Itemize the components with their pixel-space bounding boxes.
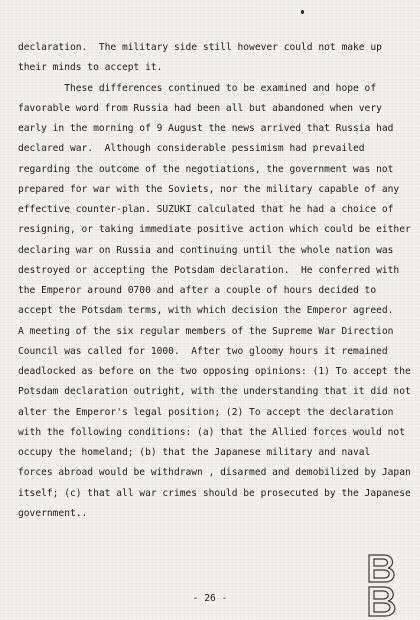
text-line: favorable word from Russia had been all but abandoned when very	[18, 102, 382, 114]
text-line: declaring war on Russia and continuing until the whole nation was	[18, 244, 394, 256]
text-line: declaration. The military side still however could not make up	[18, 42, 382, 53]
text-line: occupy the homeland; (b) that the Japanese military and naval	[18, 447, 371, 458]
text-line: prepared for war with the Soviets, nor the military capable of any	[18, 183, 400, 195]
text-line: A meeting of the six regular members of the Supreme War Direction	[18, 325, 394, 337]
text-line: declared war. Although considerable pessimism had prevailed	[18, 143, 365, 155]
text-line: Potsdam declaration outright, with the understanding that it did not	[18, 386, 411, 398]
text-line: government..	[18, 507, 88, 519]
text-line: itself; (c) that all war crimes should be prosecuted by the Japanese	[18, 487, 411, 499]
text-line: deadlocked as before on the two opposing opinions: (1) To accept the	[18, 366, 411, 377]
text-line: alter the Emperor's legal position; (2) To accept the declaration	[18, 406, 394, 418]
archive-stamp	[366, 552, 400, 618]
text-line: effective counter-plan. SUZUKI calculated that he had a choice of	[18, 204, 394, 215]
text-line: early in the morning of 9 August the news arrived that Russia had	[18, 123, 394, 134]
text-line: their minds to accept it.	[18, 62, 163, 74]
document-body	[18, 38, 414, 524]
text-line: regarding the outcome of the negotiations, the government was not	[18, 163, 394, 175]
text-line: the Emperor around 0700 and after a couple of hours decided to	[18, 285, 377, 296]
stray-mark	[301, 10, 304, 14]
text-line: accept the Potsdam terms, with which decision the Emperor agreed.	[18, 305, 394, 317]
text-line: These differences continued to be examined and hope of	[18, 82, 377, 94]
text-line: destroyed or accepting the Potsdam declaration. He conferred with	[18, 264, 400, 276]
text-line: resigning, or taking immediate positive action which could be either	[18, 224, 411, 236]
page-number: - 26 -	[192, 593, 228, 604]
text-line: with the following conditions: (a) that the Allied forces would not	[18, 426, 405, 438]
text-line: forces abroad would be withdrawn , disarmed and demobilized by Japan	[18, 467, 411, 479]
text-line: Council was called for 1000. After two gloomy hours it remained	[18, 345, 388, 357]
